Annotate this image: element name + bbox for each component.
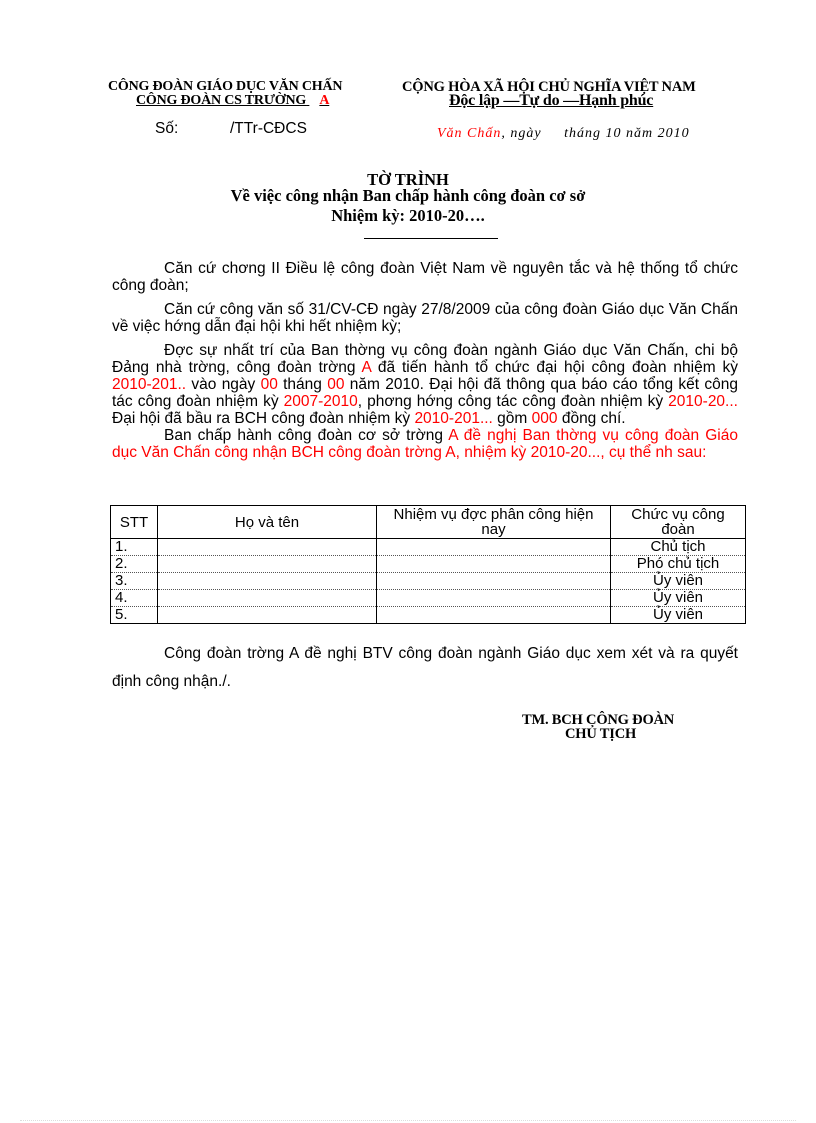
row-role: Phó chủ tịch	[611, 556, 746, 573]
members-table	[110, 505, 746, 624]
row-name	[158, 573, 377, 590]
header-school-union	[136, 93, 329, 109]
signature-on-behalf: TM. BCH CÔNG ĐOÀN	[522, 712, 675, 728]
document-number-code: /TTr-CĐCS	[230, 120, 307, 137]
row-role: Ủy viên	[611, 607, 746, 624]
document-subject: Về việc công nhận Ban chấp hành công đoàn cơ sở	[230, 186, 586, 205]
place-date-place: Văn Chấn	[437, 126, 502, 141]
header-motto: Độc lập —Tự do —Hạnh phúc	[449, 92, 654, 109]
table-row	[111, 573, 746, 590]
row-task	[377, 607, 611, 624]
row-role: Ủy viên	[611, 590, 746, 607]
document-number-label: Số:	[155, 120, 179, 137]
header-union-name: CÔNG ĐOÀN GIÁO DỤC VĂN CHẤN	[108, 79, 343, 94]
paragraph-congress: Đợc sự nhất trí của Ban thờng vụ công đoàn ngành Giáo dục Văn Chấn, chi bộ Đảng nhà trờng, công đoàn trờng A đã tiến hành tổ chức đại hội công đoàn nhiệm kỳ 2010-201.. vào ngày 00 tháng 00 năm 2010. Đại hội đã thông qua báo cáo tổng kết công tác công đoàn nhiệm kỳ 2007-2010, phơng hớng công tác công đoàn nhiệm kỳ 2010-20... Đại hội đã bầu ra BCH công đoàn nhiệm kỳ 2010-201... gồm 000 đồng chí.	[112, 342, 738, 427]
paragraph-legal-basis: Căn cứ chơng II Điều lệ công đoàn Việt Nam về nguyên tắc và hệ thống tổ chức công đoàn;	[112, 260, 738, 294]
row-role: Chủ tịch	[611, 539, 746, 556]
column-header-name: Họ và tên	[158, 506, 377, 539]
row-name	[158, 607, 377, 624]
row-stt: 4.	[111, 590, 158, 607]
row-task	[377, 539, 611, 556]
row-task	[377, 590, 611, 607]
paragraph-closing: Công đoàn trờng A đề nghị BTV công đoàn ngành Giáo dục xem xét và ra quyết định công nhận./.	[112, 645, 738, 690]
header-nation: CỘNG HÒA XÃ HỘI CHỦ NGHĨA VIỆT NAM	[402, 79, 696, 95]
table-row	[111, 556, 746, 573]
table-row	[111, 539, 746, 556]
row-task	[377, 573, 611, 590]
row-stt: 1.	[111, 539, 158, 556]
row-role: Ủy viên	[611, 573, 746, 590]
header-school-union-prefix: CÔNG ĐOÀN CS TRƯỜNG	[136, 93, 307, 108]
paragraph-request: Ban chấp hành công đoàn cơ sở trờng A đề nghị Ban thờng vụ công đoàn Giáo dục Văn Chấn công nhận BCH công đoàn trờng A, nhiệm kỳ 2010-20..., cụ thể nh sau:	[112, 427, 738, 461]
document-term: Nhiệm kỳ: 2010-20….	[331, 206, 485, 225]
row-stt: 5.	[111, 607, 158, 624]
table-row	[111, 607, 746, 624]
row-name	[158, 590, 377, 607]
place-date	[437, 126, 690, 142]
column-header-stt: STT	[111, 506, 158, 539]
row-task	[377, 556, 611, 573]
page-bottom-divider	[20, 1120, 796, 1121]
table-row	[111, 590, 746, 607]
row-stt: 3.	[111, 573, 158, 590]
body-section	[112, 260, 738, 461]
document-title: TỜ TRÌNH	[367, 170, 449, 189]
row-name	[158, 556, 377, 573]
column-header-task: Nhiệm vụ đợc phân công hiện nay	[377, 506, 611, 539]
header-school-union-name: A	[319, 93, 330, 108]
table-header-row	[111, 506, 746, 539]
place-date-rest: , ngày tháng 10 năm 2010	[501, 126, 690, 141]
signature-title: CHỦ TỊCH	[565, 726, 637, 742]
row-stt: 2.	[111, 556, 158, 573]
column-header-role: Chức vụ công đoàn	[611, 506, 746, 539]
closing-section	[112, 640, 738, 696]
title-divider	[364, 238, 498, 239]
paragraph-official-letter: Căn cứ công văn số 31/CV-CĐ ngày 27/8/2009 của công đoàn Giáo dục Văn Chấn về việc hớng dẫn đại hội khi hết nhiệm kỳ;	[112, 301, 738, 335]
row-name	[158, 539, 377, 556]
